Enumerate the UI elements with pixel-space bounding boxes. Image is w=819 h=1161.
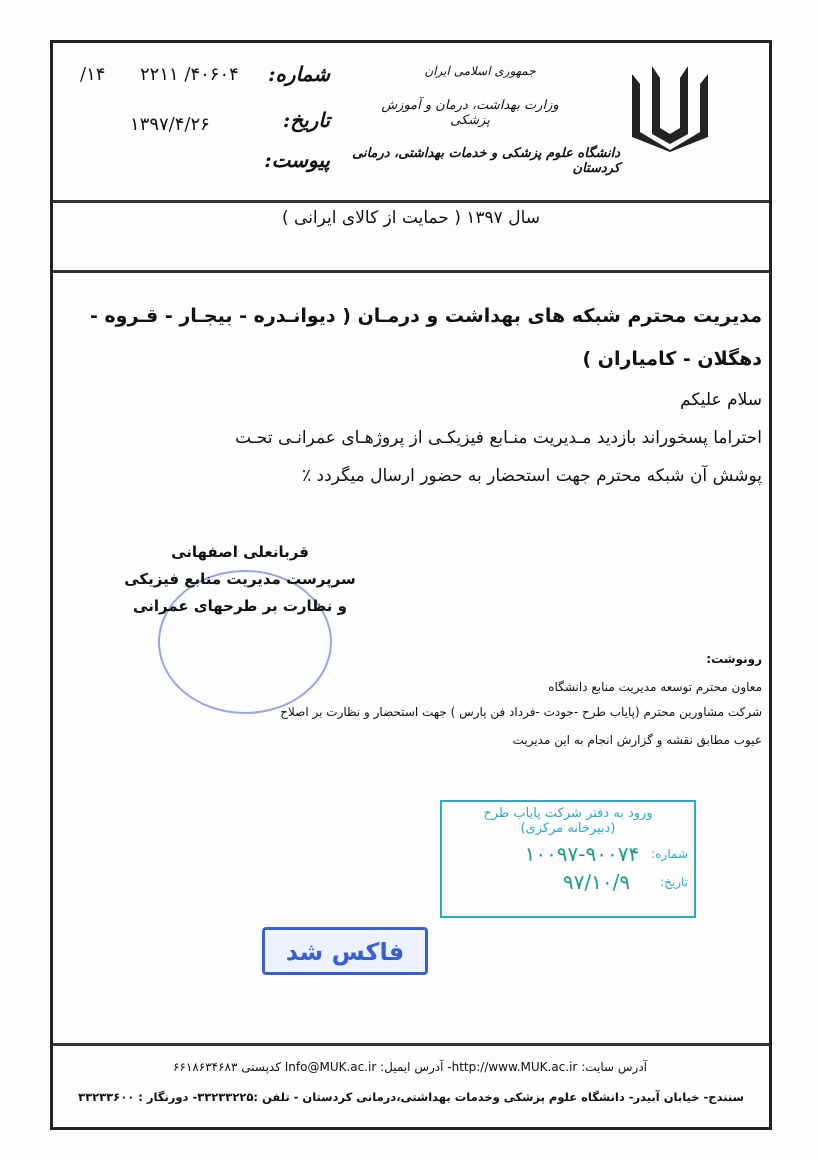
university-text: دانشگاه علوم پزشکی و خدمات بهداشتی، درمانی کردستان [352, 146, 620, 176]
cc-label: رونوشت: [706, 652, 762, 666]
number-value: ۲۲۱۱ /۴۰۶۰۴ [140, 64, 239, 85]
date-label: تاریخ: [282, 108, 330, 132]
greeting: سلام علیکم [680, 390, 762, 410]
cc-line-3: عیوب مطابق نقشه و گزارش انجام به این مدیریت [512, 733, 762, 747]
signatory-name: قربانعلی اصفهانی [171, 543, 309, 561]
republic-text: جمهوری اسلامی ایران [424, 64, 536, 78]
body-line-1: احتراما پسخوراند بازدید مـدیریت منـابع فیزیکـی از پروژهـای عمرانـی تحـت [235, 428, 762, 448]
entry-date-value: ۹۷/۱۰/۹ [562, 870, 631, 894]
fax-sent-stamp: فاکس شد [262, 927, 428, 975]
footer-address: سنندج- خیابان آبیدر- دانشگاه علوم پزشکی وخدمات بهداشتی،درمانی کردستان - تلفن :۳۳۲۳۳۲۲۵- دورنگار : ۳۳۲۳۳۶۰۰ [78, 1090, 744, 1104]
entry-date-label: تاریخ: [660, 875, 688, 889]
entry-number-label: شماره: [651, 847, 688, 861]
attachment-label: پیوست: [264, 148, 330, 172]
entry-stamp [440, 800, 696, 918]
university-logo-icon [630, 62, 710, 152]
footer-divider [53, 1043, 769, 1046]
recipient-line-1: مدیریت محترم شبکه های بهداشت و درمـان ( دیوانـدره - بیجـار - قـروه - [89, 305, 762, 327]
ministry-text: وزارت بهداشت، درمان و آموزش پزشکی [381, 98, 559, 128]
cc-line-1: معاون محترم توسعه مدیریت منابع دانشگاه [548, 680, 762, 694]
recipient-line-2: دهگلان - کامیاران ) [582, 348, 762, 370]
footer-contact: آدرس سایت: http://www.MUK.ac.ir- آدرس ایمیل: Info@MUK.ac.ir کدپستی ۶۶۱۸۶۳۴۶۸۳ [172, 1060, 648, 1074]
number-suffix: /۱۴ [80, 64, 106, 85]
body-line-2: پوشش آن شبکه محترم جهت استحضار به حضور ارسال میگردد ٪ [302, 466, 762, 486]
number-label: شماره: [268, 62, 330, 86]
slogan-text: سال ۱۳۹۷ ( حمایت از کالای ایرانی ) [281, 208, 540, 228]
signatory-title-1: سرپرست مدیریت منابع فیزیکی [124, 570, 356, 588]
entry-stamp-subtitle: (دبیرخانه مرکزی) [520, 821, 616, 836]
entry-stamp-title: ورود به دفتر شرکت پایاب طرح [483, 806, 653, 821]
entry-number-value: ۱۰۰۹۷-۹۰۰۷۴ [524, 842, 640, 866]
date-value: ۱۳۹۷/۴/۲۶ [130, 114, 210, 135]
cc-line-2: شرکت مشاورین محترم (پایاب طرح -جودت -فرداد فن پارس ) جهت استحضار و نظارت بر اصلاح [280, 705, 762, 719]
signatory-title-2: و نظارت بر طرحهای عمرانی [133, 597, 347, 615]
